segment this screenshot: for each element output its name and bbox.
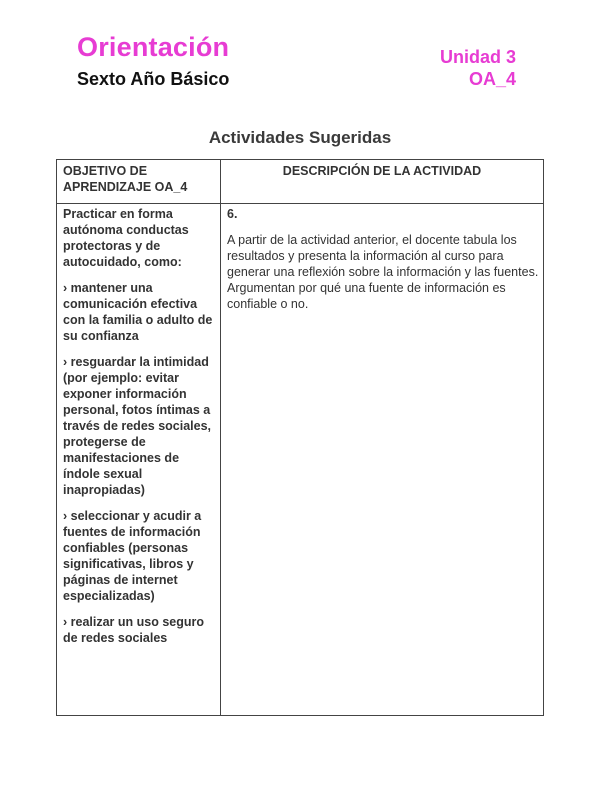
description-cell (227, 206, 539, 312)
activity-table (56, 159, 544, 716)
objective-item: › realizar un uso seguro de redes sociales (63, 615, 205, 645)
objective-cell (63, 206, 215, 656)
section-title: Actividades Sugeridas (208, 128, 392, 147)
activity-description: A partir de la actividad anterior, el docente tabula los resultados y presenta la información al curso para generar una reflexión sobre la información y las fuentes. Argumentan por qué una fuente de información es confiable o no. (227, 233, 539, 311)
table-header-objective: OBJETIVO DE APRENDIZAJE OA_4 (63, 164, 188, 194)
objective-intro: Practicar en forma autónoma conductas protectoras y de autocuidado, como: (63, 207, 189, 269)
table-column-divider (220, 160, 221, 715)
grade-level: Sexto Año Básico (77, 69, 230, 89)
objective-item: › mantener una comunicación efectiva con la familia o adulto de su confianza (63, 281, 213, 343)
activity-number: 6. (227, 207, 238, 221)
oa-code: OA_4 (468, 69, 516, 89)
objective-item: › resguardar la intimidad (por ejemplo: evitar exponer información personal, fotos íntimas a través de redes sociales, protegerse de manifestaciones de índole sexual inapropiadas) (63, 355, 212, 497)
table-header-description: DESCRIPCIÓN DE LA ACTIVIDAD (282, 164, 482, 178)
table-row-divider (57, 203, 543, 204)
unit-label: Unidad 3 (439, 47, 516, 67)
subject-title: Orientación (77, 32, 230, 62)
objective-item: › seleccionar y acudir a fuentes de información confiables (personas significativas, libros y páginas de internet especializadas) (63, 509, 202, 603)
